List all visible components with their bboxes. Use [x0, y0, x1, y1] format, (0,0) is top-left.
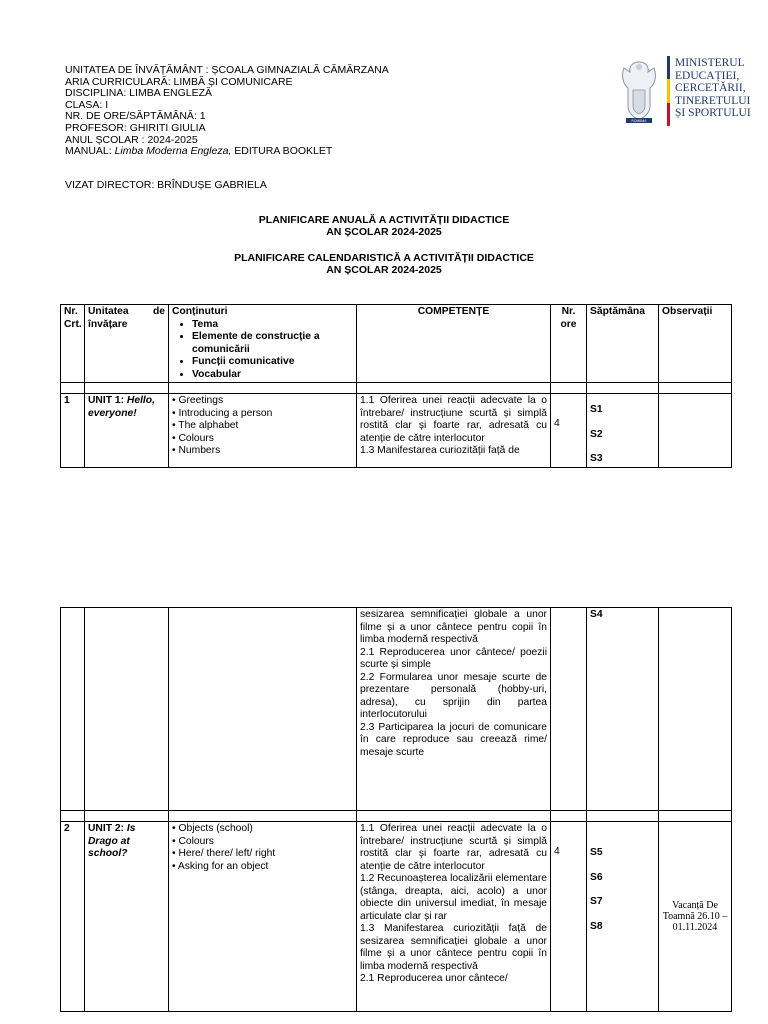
tricolor-bar-icon [667, 56, 670, 126]
table-row [61, 394, 732, 468]
table-row [61, 822, 732, 1012]
hours-per-week: NR. DE ORE/SĂPTĂMÂNĂ: 1 [65, 110, 206, 123]
unit1-competences-continued: sesizarea semnificației globale a unor filme și a unor cântece pentru copii în limba modernă respectivă 2.1 Reproducerea unor cântece/ poezii scurte și simple 2.2 Formularea unor mesaje scurte de prezentare personală (hobby-uri, adresa), cu sprijin din partea interlocutorului 2.3 Participarea la jocuri de comunicare în care reproduce sau creează rime/ mesaje scurte [357, 608, 551, 811]
calendar-plan-title: PLANIFICARE CALENDARISTICĂ A ACTIVITĂȚII DIDACTICE AN ȘCOLAR 2024-2025 [234, 252, 534, 276]
header-nr-ore: Nr. ore [551, 305, 587, 383]
header-saptamana: Săptămâna [587, 305, 659, 383]
ministry-name: MINISTERUL EDUCAȚIEI, CERCETĂRII, TINERETULUI ȘI SPORTULUI [675, 57, 751, 120]
header-nr: Nr. Crt. [61, 305, 85, 383]
unit2-observatii: Vacanță De Toamnă 26.10 – 01.11.2024 [659, 822, 732, 1012]
coat-of-arms-icon [618, 58, 660, 128]
spacer-row [61, 811, 732, 822]
director-approval: VIZAT DIRECTOR: BRÎNDUȘE GABRIELA [65, 179, 267, 191]
planning-table-page1 [60, 304, 732, 468]
table-row [61, 608, 732, 811]
crest-label: ROMÂNIA [631, 119, 647, 123]
unit1-hours: 4 [551, 394, 587, 468]
header-observatii: Observații [659, 305, 732, 383]
unit2-contents: • Objects (school) • Colours • Here/ there/ left/ right • Asking for an object [169, 822, 357, 1012]
continuturi-item: • Vocabular [192, 369, 353, 382]
unit2-competences: 1.1 Oferirea unei reacții adecvate la o întrebare/ instrucțiune scurtă și simplă rostită clar și foarte rar, adresată cu atenție de către interlocutor 1.2 Recunoașterea localizării elementare (stânga, dreapta, aici, acolo) a unor obiecte din universul imediat, în mesaje articulate clar și rar 1.3 Manifestarea curiozității față de sesizarea semnificației globale a unor filme și a unor cântece pentru copii în limba modernă respectivă 2.1 Reproducerea unor cântece/ [357, 822, 551, 1012]
class: CLASA: I [65, 98, 109, 111]
unit2-title: UNIT 2: Is Drago at school? [85, 822, 169, 1012]
header-continuturi: Conținuturi • Tema • Elemente de construcție a comunicării • Funcții comunicative • Vocabular [169, 305, 357, 383]
table-header-row [61, 305, 732, 383]
unit1-title: UNIT 1: Hello, everyone! [85, 394, 169, 468]
unit1-competences: 1.1 Oferirea unei reacții adecvate la o întrebare/ instrucțiune scurtă și simplă rostită clar și foarte rar, adresată cu atenție de către interlocutor 1.3 Manifestarea curiozității față de [357, 394, 551, 468]
discipline: DISCIPLINA: LIMBA ENGLEZĂ [65, 87, 213, 100]
header-competente: COMPETENȚE [357, 305, 551, 383]
unit1-contents: • Greetings • Introducing a person • The alphabet • Colours • Numbers [169, 394, 357, 468]
annual-plan-title: PLANIFICARE ANUALĂ A ACTIVITĂȚII DIDACTICE AN ȘCOLAR 2024-2025 [258, 214, 510, 238]
teacher: PROFESOR: GHIRITI GIULIA [65, 121, 206, 134]
continuturi-item: • Tema [192, 319, 353, 332]
unit2-hours: 4 [551, 822, 587, 1012]
planning-table-page2 [60, 607, 732, 1012]
school-unit: UNITATEA DE ÎNVĂȚĂMÂNT : ȘCOALA GIMNAZIALĂ CĂMĂRZANA [65, 64, 389, 76]
school-year: ANUL ȘCOLAR : 2024-2025 [65, 133, 198, 146]
document-header [65, 65, 389, 158]
ministry-logo [618, 56, 768, 130]
unit2-nr: 2 [61, 822, 85, 1012]
curricular-area: ARIA CURRICULARĂ: LIMBĂ ȘI COMUNICARE [65, 75, 293, 88]
unit1-weeks-continued: S4 [587, 608, 659, 811]
unit1-weeks: S1 S2 S3 [587, 394, 659, 468]
manual-title: Limba Moderna Engleza, [114, 145, 232, 158]
continuturi-item: • Elemente de construcție a comunicării [192, 331, 353, 356]
manual: MANUAL: Limba Moderna Engleza, EDITURA BOOKLET [65, 145, 333, 158]
continuturi-item: • Funcții comunicative [192, 356, 353, 369]
spacer-row [61, 383, 732, 394]
unit1-observatii [659, 394, 732, 468]
header-unitatea: Unitatea de învățare [85, 305, 169, 383]
unit2-weeks: S5 S6 S7 S8 [587, 822, 659, 1012]
unit1-nr: 1 [61, 394, 85, 468]
